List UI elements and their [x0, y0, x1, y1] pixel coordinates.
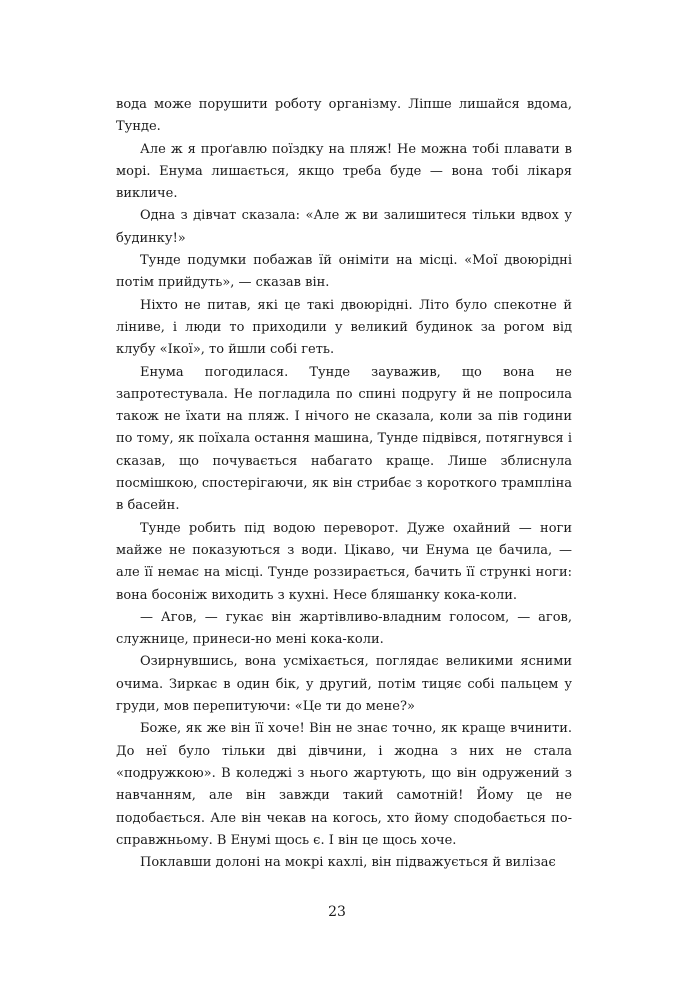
paragraph-7: Тунде робить під водою переворот. Дуже охайний — ноги майже не показуються з води. Цікаво, чи Енума це бачила, — але її немає на місці. Тунде роззирається, бачить її стрункі ноги: вона босоніж виходить з кухні. Несе бляшанку кока-коли. [116, 520, 572, 603]
paragraph-11: Поклавши долоні на мокрі кахлі, він підважується й вилізає [140, 855, 556, 871]
page-number: 23 [328, 904, 346, 920]
paragraph-5: Ніхто не питав, які це такі двоюрідні. Літо було спекотне й ліниве, і люди то приходили у великий будинок за рогом від клубу «Ікої», то йшли собі геть. [116, 297, 572, 358]
paragraph-9: Озирнувшись, вона усміхається, поглядає великими ясними очима. Зиркає в один бік, у другий, потім тицяє собі пальцем у груди, мов перепитуючи: «Це ти до мене?» [116, 654, 572, 715]
paragraph-10: Боже, як же він її хоче! Він не знає точно, як краще вчинити. До неї було тільки дві дівчини, і жодна з них не стала «подружкою». В коледжі з нього жартують, що він одружений з навчанням, але він завжди такий самотній! Йому це не подобається. Але він чекав на когось, хто йому сподобається по-справжньому. В Енумі щось є. І він це щось хоче. [116, 721, 572, 848]
paragraph-8: — Агов, — гукає він жартівливо-владним голосом, — агов, служнице, принеси-но мені кока-коли. [116, 609, 572, 648]
paragraph-6: Енума погодилася. Тунде зауважив, що вона не запротестувала. Не погладила по спині подругу й не попросила також не їхати на пляж. І нічого не сказала, коли за пів години по тому, як поїхала остання машина, Тунде підвівся, потягнувся і сказав, що почувається набагато краще. Лише зблиснула посмішкою, спостерігаючи, як він стрибає з короткого трампліна в басейн. [116, 364, 572, 514]
page-body [116, 94, 572, 874]
paragraph-2: Але ж я проґавлю поїздку на пляж! Не можна тобі плавати в морі. Енума лишається, якщо треба буде — вона тобі лікаря викличе. [116, 141, 572, 202]
paragraph-1: вода може порушити роботу організму. Ліпше лишайся вдома, Тунде. [116, 97, 572, 135]
paragraph-3: Одна з дівчат сказала: «Але ж ви залишитеся тільки вдвох у будинку!» [116, 208, 572, 246]
paragraph-4: Тунде подумки побажав їй оніміти на місці. «Мої двоюрідні потім прийдуть», — сказав він. [116, 253, 572, 291]
